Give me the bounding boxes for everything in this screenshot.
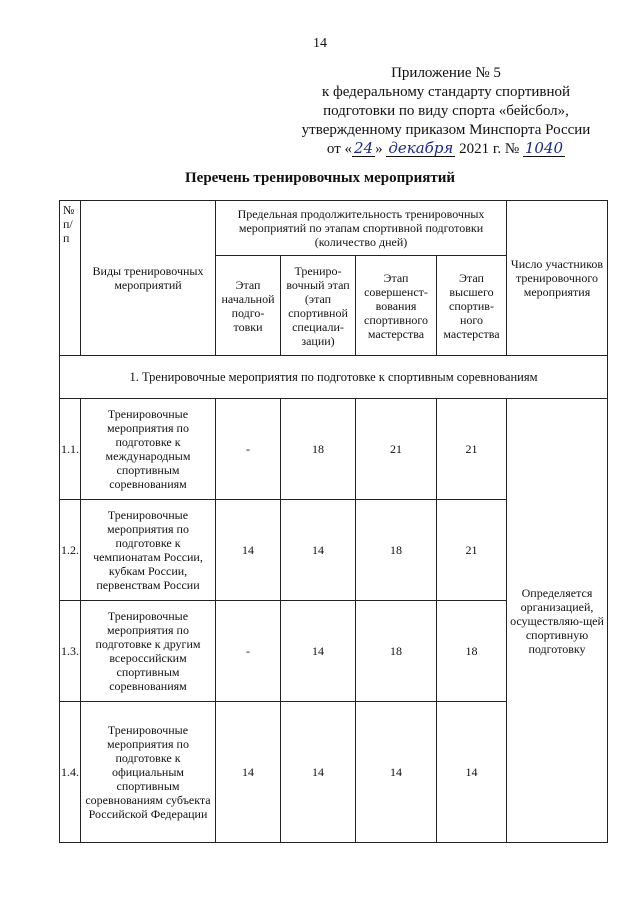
document-title: Перечень тренировочных мероприятий bbox=[185, 170, 455, 186]
row-value: 14 bbox=[216, 500, 281, 601]
section-row bbox=[60, 356, 608, 399]
row-value: - bbox=[216, 601, 281, 702]
table-row bbox=[60, 399, 608, 500]
header-kinds: Виды тренировочных мероприятий bbox=[81, 201, 216, 356]
row-num: 1.4. bbox=[60, 702, 81, 843]
section-title: 1. Тренировочные мероприятия по подготовке к спортивным соревнованиям bbox=[60, 356, 608, 399]
row-value: 21 bbox=[437, 500, 507, 601]
row-num: 1.3. bbox=[60, 601, 81, 702]
header-stage-1: Этап начальной подго-товки bbox=[216, 256, 281, 356]
appendix-line-2: к федеральному стандарту спортивной bbox=[321, 84, 571, 100]
header-stage-4: Этап высшего спортив-ного мастерства bbox=[437, 256, 507, 356]
header-num: № п/п bbox=[60, 201, 81, 356]
row-name: Тренировочные мероприятия по подготовке к официальным спортивным соревнованиям субъекта Российской Федерации bbox=[81, 702, 216, 843]
row-value: 18 bbox=[356, 601, 437, 702]
appendix-line-4: утвержденному приказом Минспорта России bbox=[301, 122, 591, 138]
appendix-header bbox=[296, 64, 596, 159]
appendix-line-3: подготовки по виду спорта «бейсбол», bbox=[323, 103, 569, 119]
row-value: 21 bbox=[437, 399, 507, 500]
row-value: 14 bbox=[281, 702, 356, 843]
header-duration: Предельная продолжительность тренировочных мероприятий по этапам спортивной подготовки (количество дней) bbox=[216, 201, 507, 256]
row-value: 14 bbox=[356, 702, 437, 843]
handwritten-order-number: 1040 bbox=[524, 139, 564, 157]
row-value: 14 bbox=[281, 601, 356, 702]
row-name: Тренировочные мероприятия по подготовке к чемпионатам России, кубкам России, первенствам России bbox=[81, 500, 216, 601]
row-name: Тренировочные мероприятия по подготовке к международным спортивным соревнованиям bbox=[81, 399, 216, 500]
row-value: 14 bbox=[437, 702, 507, 843]
date-year: 2021 г. № bbox=[459, 141, 520, 157]
row-value: - bbox=[216, 399, 281, 500]
handwritten-month: декабря bbox=[388, 139, 454, 157]
row-value: 18 bbox=[437, 601, 507, 702]
row-num: 1.1. bbox=[60, 399, 81, 500]
header-stage-2: Трениро-вочный этап (этап спортивной специали-зации) bbox=[281, 256, 356, 356]
appendix-line-1: Приложение № 5 bbox=[391, 65, 501, 81]
row-value: 18 bbox=[356, 500, 437, 601]
row-name: Тренировочные мероприятия по подготовке к другим всероссийским спортивным соревнованиям bbox=[81, 601, 216, 702]
row-value: 18 bbox=[281, 399, 356, 500]
training-events-table bbox=[59, 200, 608, 843]
date-prefix: от « bbox=[326, 141, 353, 157]
appendix-date-line bbox=[296, 140, 596, 159]
date-mid: » bbox=[375, 141, 383, 157]
page-number: 14 bbox=[313, 36, 327, 51]
participants-cell: Определяется организацией, осуществляю-щей спортивную подготовку bbox=[507, 399, 608, 843]
row-value: 21 bbox=[356, 399, 437, 500]
header-row-1 bbox=[60, 201, 608, 256]
header-participants: Число участников тренировочного мероприятия bbox=[507, 201, 608, 356]
handwritten-day: 24 bbox=[354, 139, 374, 157]
row-num: 1.2. bbox=[60, 500, 81, 601]
header-stage-3: Этап совершенст-вования спортивного мастерства bbox=[356, 256, 437, 356]
row-value: 14 bbox=[281, 500, 356, 601]
row-value: 14 bbox=[216, 702, 281, 843]
